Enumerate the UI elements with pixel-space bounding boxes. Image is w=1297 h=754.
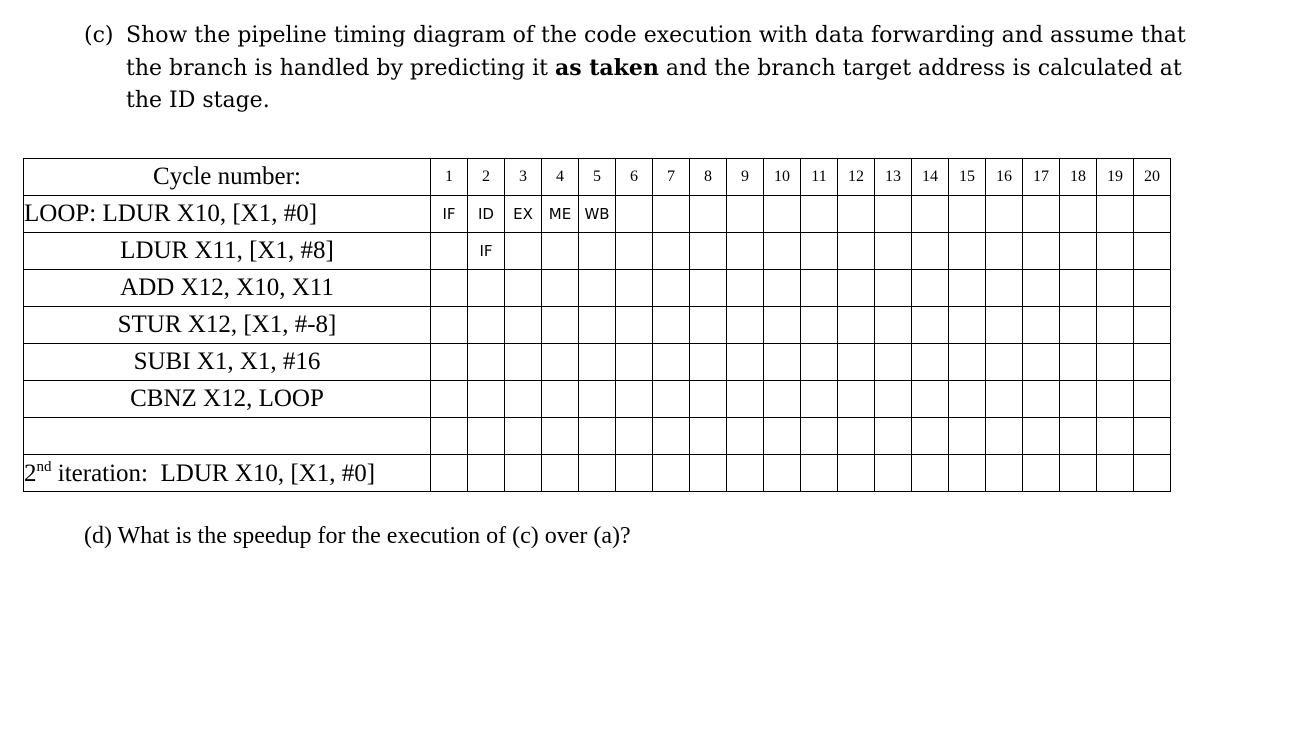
stage-cell[interactable]: WB <box>579 196 616 233</box>
stage-cell[interactable] <box>505 418 542 455</box>
stage-cell[interactable] <box>912 455 949 492</box>
stage-cell[interactable] <box>764 455 801 492</box>
stage-cell[interactable] <box>912 344 949 381</box>
question-c <box>84 20 1186 117</box>
question-c-label: (c) <box>84 23 114 48</box>
cycle-number-7: 7 <box>653 159 690 196</box>
instruction-cell: STUR X12, [X1, #-8] <box>24 307 431 344</box>
stage-cell[interactable] <box>431 307 468 344</box>
stage-cell[interactable] <box>912 381 949 418</box>
cycle-number-9: 9 <box>727 159 764 196</box>
stage-cell[interactable] <box>542 270 579 307</box>
second-iteration-text: iteration: LDUR X10, [X1, #0] <box>51 459 376 487</box>
stage-cell[interactable] <box>838 381 875 418</box>
stage-cell[interactable] <box>875 381 912 418</box>
stage-cell[interactable] <box>468 381 505 418</box>
stage-cell[interactable] <box>542 307 579 344</box>
stage-cell[interactable] <box>727 270 764 307</box>
stage-cell[interactable] <box>949 270 986 307</box>
stage-cell[interactable] <box>1060 418 1097 455</box>
stage-cell[interactable] <box>764 270 801 307</box>
instruction-cell <box>24 418 431 455</box>
stage-cell[interactable] <box>986 196 1023 233</box>
stage-cell[interactable]: ID <box>468 196 505 233</box>
stage-cell[interactable] <box>1060 270 1097 307</box>
stage-cell[interactable] <box>690 270 727 307</box>
stage-cell[interactable] <box>653 344 690 381</box>
cycle-number-8: 8 <box>690 159 727 196</box>
emphasis-as-taken: as taken <box>554 55 659 81</box>
stage-cell[interactable] <box>986 233 1023 270</box>
stage-cell[interactable] <box>1060 344 1097 381</box>
stage-cell[interactable] <box>431 455 468 492</box>
stage-cell[interactable] <box>1097 196 1134 233</box>
stage-cell[interactable] <box>801 455 838 492</box>
stage-cell[interactable] <box>949 233 986 270</box>
pipeline-timing-table <box>23 158 1171 492</box>
stage-cell[interactable] <box>727 344 764 381</box>
stage-cell[interactable] <box>690 344 727 381</box>
stage-cell[interactable] <box>1023 270 1060 307</box>
stage-cell[interactable] <box>801 344 838 381</box>
stage-cell[interactable] <box>431 233 468 270</box>
stage-cell[interactable] <box>431 270 468 307</box>
stage-cell[interactable]: IF <box>468 233 505 270</box>
stage-cell[interactable] <box>579 307 616 344</box>
stage-cell[interactable] <box>1060 196 1097 233</box>
cycle-number-label: Cycle number: <box>24 159 431 196</box>
stage-cell[interactable] <box>431 344 468 381</box>
stage-cell[interactable] <box>875 455 912 492</box>
stage-cell[interactable] <box>875 344 912 381</box>
stage-cell[interactable] <box>1060 381 1097 418</box>
stage-cell[interactable] <box>801 233 838 270</box>
stage-cell[interactable] <box>801 418 838 455</box>
stage-cell[interactable] <box>1060 233 1097 270</box>
stage-cell[interactable] <box>1134 455 1171 492</box>
stage-cell[interactable] <box>727 418 764 455</box>
cycle-number-16: 16 <box>986 159 1023 196</box>
instruction-cell: SUBI X1, X1, #16 <box>24 344 431 381</box>
stage-cell[interactable] <box>838 418 875 455</box>
cycle-header-row <box>24 159 1171 196</box>
second-iteration-instruction <box>24 455 431 492</box>
stage-cell[interactable] <box>653 381 690 418</box>
stage-cell[interactable] <box>616 196 653 233</box>
stage-cell[interactable] <box>505 307 542 344</box>
stage-cell[interactable] <box>838 344 875 381</box>
stage-cell[interactable] <box>690 233 727 270</box>
stage-cell[interactable] <box>1060 307 1097 344</box>
stage-cell[interactable] <box>764 196 801 233</box>
cycle-number-17: 17 <box>1023 159 1060 196</box>
stage-cell[interactable] <box>1097 270 1134 307</box>
stage-cell[interactable] <box>1134 270 1171 307</box>
stage-cell[interactable] <box>986 270 1023 307</box>
stage-cell[interactable] <box>949 344 986 381</box>
question-c-line1: (c) Show the pipeline timing diagram of the code execution with data forwarding and assume that <box>84 20 1186 52</box>
stage-cell[interactable] <box>690 307 727 344</box>
stage-cell[interactable] <box>1023 455 1060 492</box>
instruction-row <box>24 307 1171 344</box>
stage-cell[interactable] <box>949 381 986 418</box>
stage-cell[interactable] <box>727 307 764 344</box>
stage-cell[interactable] <box>1097 418 1134 455</box>
stage-cell[interactable] <box>912 233 949 270</box>
stage-cell[interactable] <box>1023 418 1060 455</box>
instruction-row <box>24 233 1171 270</box>
stage-cell[interactable] <box>1023 344 1060 381</box>
stage-cell[interactable] <box>875 233 912 270</box>
stage-cell[interactable] <box>542 344 579 381</box>
stage-cell[interactable] <box>616 418 653 455</box>
stage-cell[interactable] <box>542 233 579 270</box>
stage-cell[interactable] <box>1023 307 1060 344</box>
stage-cell[interactable] <box>579 270 616 307</box>
stage-cell[interactable] <box>727 196 764 233</box>
stage-cell[interactable] <box>690 418 727 455</box>
stage-cell[interactable]: ME <box>542 196 579 233</box>
stage-cell[interactable] <box>838 307 875 344</box>
stage-cell[interactable] <box>875 196 912 233</box>
stage-cell[interactable] <box>690 196 727 233</box>
stage-cell[interactable] <box>579 455 616 492</box>
cycle-number-3: 3 <box>505 159 542 196</box>
stage-cell[interactable] <box>431 418 468 455</box>
cycle-number-20: 20 <box>1134 159 1171 196</box>
stage-cell[interactable] <box>986 418 1023 455</box>
stage-cell[interactable] <box>653 307 690 344</box>
cycle-number-18: 18 <box>1060 159 1097 196</box>
stage-cell[interactable] <box>653 455 690 492</box>
stage-cell[interactable] <box>1134 344 1171 381</box>
cycle-number-1: 1 <box>431 159 468 196</box>
stage-cell[interactable] <box>542 418 579 455</box>
stage-cell[interactable] <box>727 381 764 418</box>
stage-cell[interactable] <box>986 455 1023 492</box>
instruction-cell: LDUR X11, [X1, #8] <box>24 233 431 270</box>
stage-cell[interactable] <box>801 196 838 233</box>
stage-cell[interactable] <box>616 307 653 344</box>
stage-cell[interactable] <box>1134 196 1171 233</box>
cycle-number-19: 19 <box>1097 159 1134 196</box>
cycle-number-13: 13 <box>875 159 912 196</box>
stage-cell[interactable] <box>949 196 986 233</box>
stage-cell[interactable] <box>764 381 801 418</box>
stage-cell[interactable] <box>1134 233 1171 270</box>
stage-cell[interactable] <box>1023 381 1060 418</box>
stage-cell[interactable] <box>505 233 542 270</box>
instruction-row <box>24 381 1171 418</box>
stage-cell[interactable] <box>505 381 542 418</box>
stage-cell[interactable] <box>727 233 764 270</box>
stage-cell[interactable] <box>653 196 690 233</box>
stage-cell[interactable] <box>801 270 838 307</box>
stage-cell[interactable] <box>764 307 801 344</box>
stage-cell[interactable] <box>838 455 875 492</box>
stage-cell[interactable] <box>875 270 912 307</box>
cycle-number-2: 2 <box>468 159 505 196</box>
ordinal-number: 2 <box>24 459 37 487</box>
stage-cell[interactable] <box>1097 381 1134 418</box>
stage-cell[interactable] <box>1134 418 1171 455</box>
instruction-cell: CBNZ X12, LOOP <box>24 381 431 418</box>
stage-cell[interactable] <box>912 270 949 307</box>
stage-cell[interactable] <box>468 455 505 492</box>
stage-cell[interactable] <box>949 418 986 455</box>
stage-cell[interactable] <box>1097 455 1134 492</box>
stage-cell[interactable]: IF <box>431 196 468 233</box>
stage-cell[interactable] <box>468 270 505 307</box>
stage-cell[interactable] <box>912 418 949 455</box>
stage-cell[interactable] <box>764 233 801 270</box>
cycle-number-5: 5 <box>579 159 616 196</box>
stage-cell[interactable] <box>949 455 986 492</box>
stage-cell[interactable] <box>912 307 949 344</box>
stage-cell[interactable] <box>801 307 838 344</box>
cycle-number-15: 15 <box>949 159 986 196</box>
stage-cell[interactable] <box>690 455 727 492</box>
stage-cell[interactable] <box>727 455 764 492</box>
stage-cell[interactable] <box>616 381 653 418</box>
question-c-line2: the branch is handled by predicting it as taken and the branch target address is calculated at <box>126 55 1182 81</box>
cycle-number-14: 14 <box>912 159 949 196</box>
stage-cell[interactable] <box>875 307 912 344</box>
instruction-cell: ADD X12, X10, X11 <box>24 270 431 307</box>
question-d: (d) What is the speedup for the execution of (c) over (a)? <box>84 523 631 549</box>
stage-cell[interactable] <box>616 270 653 307</box>
stage-cell[interactable] <box>468 418 505 455</box>
ordinal-suffix: nd <box>36 458 52 475</box>
stage-cell[interactable] <box>1097 233 1134 270</box>
stage-cell[interactable] <box>764 344 801 381</box>
instruction-row <box>24 418 1171 455</box>
cycle-number-12: 12 <box>838 159 875 196</box>
stage-cell[interactable] <box>986 344 1023 381</box>
stage-cell[interactable] <box>690 381 727 418</box>
second-iteration-row <box>24 455 1171 492</box>
cycle-number-4: 4 <box>542 159 579 196</box>
stage-cell[interactable] <box>912 196 949 233</box>
stage-cell[interactable] <box>579 381 616 418</box>
stage-cell[interactable] <box>986 381 1023 418</box>
stage-cell[interactable] <box>505 455 542 492</box>
instruction-row <box>24 270 1171 307</box>
instruction-cell: LOOP: LDUR X10, [X1, #0] <box>24 196 431 233</box>
stage-cell[interactable] <box>1097 307 1134 344</box>
stage-cell[interactable] <box>468 307 505 344</box>
stage-cell[interactable] <box>653 418 690 455</box>
stage-cell[interactable] <box>542 455 579 492</box>
stage-cell[interactable] <box>653 233 690 270</box>
stage-cell[interactable] <box>801 381 838 418</box>
stage-cell[interactable] <box>579 344 616 381</box>
stage-cell[interactable] <box>1060 455 1097 492</box>
stage-cell[interactable] <box>838 196 875 233</box>
stage-cell[interactable] <box>579 233 616 270</box>
cycle-number-11: 11 <box>801 159 838 196</box>
cycle-number-6: 6 <box>616 159 653 196</box>
stage-cell[interactable] <box>838 233 875 270</box>
stage-cell[interactable] <box>838 270 875 307</box>
stage-cell[interactable] <box>468 344 505 381</box>
stage-cell[interactable] <box>431 381 468 418</box>
stage-cell[interactable] <box>542 381 579 418</box>
stage-cell[interactable] <box>1134 307 1171 344</box>
stage-cell[interactable]: EX <box>505 196 542 233</box>
stage-cell[interactable] <box>1023 233 1060 270</box>
stage-cell[interactable] <box>764 418 801 455</box>
instruction-row <box>24 196 1171 233</box>
stage-cell[interactable] <box>653 270 690 307</box>
cycle-number-10: 10 <box>764 159 801 196</box>
stage-cell[interactable] <box>505 270 542 307</box>
stage-cell[interactable] <box>986 307 1023 344</box>
stage-cell[interactable] <box>616 455 653 492</box>
stage-cell[interactable] <box>616 344 653 381</box>
stage-cell[interactable] <box>505 344 542 381</box>
stage-cell[interactable] <box>949 307 986 344</box>
stage-cell[interactable] <box>875 418 912 455</box>
instruction-row <box>24 344 1171 381</box>
stage-cell[interactable] <box>1023 196 1060 233</box>
stage-cell[interactable] <box>1134 381 1171 418</box>
stage-cell[interactable] <box>616 233 653 270</box>
question-c-line3: the ID stage. <box>126 88 270 113</box>
stage-cell[interactable] <box>579 418 616 455</box>
stage-cell[interactable] <box>1097 344 1134 381</box>
